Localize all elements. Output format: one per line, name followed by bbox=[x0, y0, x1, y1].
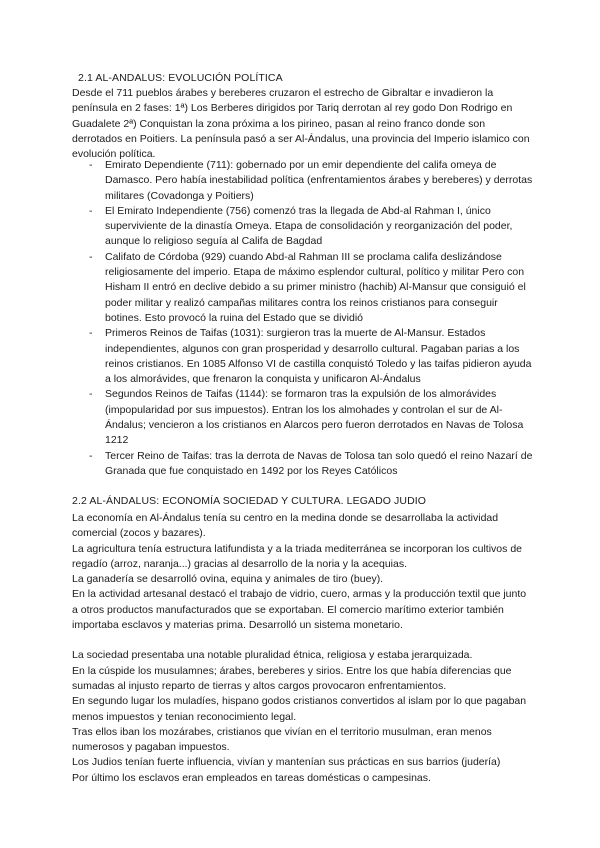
economy-paragraph: La agricultura tenía estructura latifundista y a la triada mediterránea se incorporan los cultivos de regadío (arroz, naranja...) gracias al desarrollo de la noria y la acequias. bbox=[72, 542, 522, 570]
list-item-text: Emirato Dependiente (711): gobernado por un emir dependiente del califa omeya de Damasco. Pero había inestabilidad política (enfrentamientos árabes y bereberes) y derrotas militares (Covadonga y Poitiers) bbox=[105, 159, 533, 202]
bullet-dash: - bbox=[89, 250, 93, 263]
list-item-text: El Emirato Independiente (756) comenzó tras la llegada de Abd-al Rahman I, único superviviente de la dinastía Omeya. Etapa de consolidación y reorganización del poder, aunque lo religioso seguía al Califa de Bagdad bbox=[105, 204, 513, 248]
list-item-text: Segundos Reinos de Taifas (1144): se formaron tras la expulsión de los almorávides (impopularidad por sus impuestos). Entran los los almohades y controlan el sur de Al-Ándalus; vencieron a los cristianos en Alarcos pero fueron derrotados en Navas de Tolosa 1212 bbox=[105, 388, 524, 447]
economy-society-text bbox=[72, 511, 534, 786]
political-stages-list bbox=[72, 158, 534, 479]
society-paragraph: La sociedad presentaba una notable pluralidad étnica, religiosa y estaba jerarquizada. bbox=[72, 649, 473, 662]
list-item bbox=[72, 449, 534, 480]
bullet-dash: - bbox=[89, 159, 93, 171]
bullet-dash: - bbox=[89, 449, 93, 462]
society-paragraph: En segundo lugar los muladíes, hispano godos cristianos convertidos al islam por lo que pagaban menos impuestos y tenian reconocimiento legal. bbox=[72, 695, 527, 723]
section-heading-evolucion-politica: 2.1 AL-ANDALUS: EVOLUCIÓN POLÍTICA bbox=[78, 72, 283, 84]
list-item bbox=[72, 387, 534, 448]
list-item-text: Primeros Reinos de Taifas (1031): surgieron tras la muerte de Al-Mansur. Estados independientes, algunos con gran prosperidad y desarrollo cultural. Pagaban parias a los reinos cristianos. En 1085 Alfonso VI de castilla conquistó Toledo y las taifas pidieron ayuda a los almorávides, que frenaron la conquista y unificaron Al-Ándalus bbox=[105, 327, 532, 386]
economy-paragraph: La economía en Al-Ándalus tenía su centro en la medina donde se desarrollaba la actividad comercial (zocos y bazares). bbox=[72, 512, 499, 540]
list-item bbox=[72, 158, 534, 204]
bullet-dash: - bbox=[89, 388, 93, 401]
economy-paragraph: La ganadería se desarrolló ovina, equina y animales de tiro (buey). bbox=[72, 573, 384, 586]
society-paragraph: Los Judios tenían fuerte influencia, vivían y mantenían sus prácticas en sus barrios (judería) bbox=[72, 756, 501, 769]
society-paragraph: Tras ellos iban los mozárabes, cristianos que vivían en el territorio musulman, eran menos numerosos y pagaban impuestos. bbox=[72, 725, 492, 754]
bullet-dash: - bbox=[89, 204, 93, 217]
paragraph-gap bbox=[72, 633, 534, 648]
list-item-text: Califato de Córdoba (929) cuando Abd-al Rahman III se proclama califa deslizándose religiosamente del imperio. Etapa de máximo esplendor cultural, político y militar Pero con Hisham II entró en declive debido a su primer ministro (hachib) Al-Mansur que consiguió el poder militar y realizó campañas militares contra los reinos cristianos para conseguir botines. Esto provocó la ruina del Estado que se dividió bbox=[105, 250, 526, 324]
list-item-text: Tercer Reino de Taifas: tras la derrota de Navas de Tolosa tan solo quedó el reino Nazarí de Granada que fue conquistado en 1492 por los Reyes Católicos bbox=[105, 449, 533, 477]
bullet-dash: - bbox=[89, 327, 93, 340]
society-paragraph: En la cúspide los musulamnes; árabes, bereberes y sirios. Entre los que había diferencias que sumadas al injusto reparto de tierras y altos cargos provocaron enfrentamientos. bbox=[72, 664, 512, 692]
list-item bbox=[72, 326, 534, 387]
society-paragraph: Por último los esclavos eran empleados en tareas domésticas o campesinas. bbox=[72, 771, 431, 784]
list-item bbox=[72, 204, 534, 250]
section-heading-economia-sociedad: 2.2 AL-ÁNDALUS: ECONOMÍA SOCIEDAD Y CULTURA. LEGADO JUDIO bbox=[72, 495, 427, 507]
intro-paragraph: Desde el 711 pueblos árabes y bereberes cruzaron el estrecho de Gibraltar e invadieron la península en 2 fases: 1ª) Los Berberes dirigidos por Tariq derrotan al rey godo Don Rodrigo en Guadalete 2ª) Conquistan la zona próxima a los pirineo, pasan al reino franco donde son derrotados en Poitiers. La península pasó a ser Al-Ándalus, una provincia del Imperio islamico con evolución política. bbox=[72, 87, 530, 161]
list-item bbox=[72, 250, 534, 326]
economy-paragraph: En la actividad artesanal destacó el trabajo de vidrio, cuero, armas y la producción textil que junto a otros productos manufacturados que se exportaban. El comercio marítimo exterior también importaba esclavos y materias prima. Desarrolló un sistema monetario. bbox=[72, 588, 527, 632]
